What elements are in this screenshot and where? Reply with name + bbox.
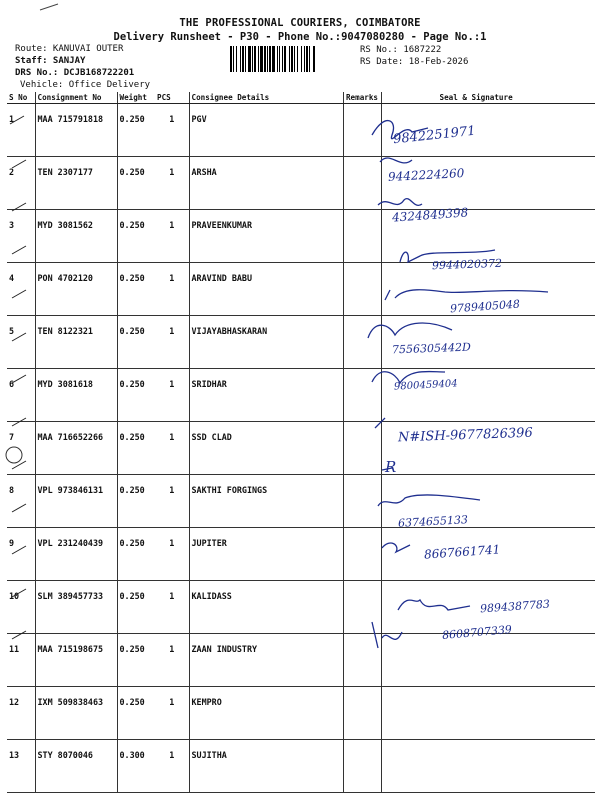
handwritten-signature: 6374655133 <box>397 513 469 530</box>
handwritten-signature: 9800459404 <box>393 378 458 393</box>
signature-stroke <box>378 495 480 506</box>
consignment-number: TEN 2307177 <box>35 157 117 210</box>
weight-value: 0.250 <box>117 316 155 369</box>
signature-stroke <box>382 543 410 552</box>
vehicle-label: Vehicle: Office Delivery <box>20 80 151 90</box>
signature-stroke <box>385 290 548 300</box>
pcs-value: 1 <box>155 316 189 369</box>
col-header-remarks: Remarks <box>343 92 381 104</box>
col-header-signature: Seal & Signature <box>381 92 595 104</box>
check-tick <box>12 290 26 298</box>
check-tick <box>12 160 26 168</box>
consignee-name: SRIDHAR <box>189 369 343 422</box>
handwritten-signature: 7556305442D <box>391 340 472 357</box>
pcs-value: 1 <box>155 740 189 793</box>
consignee-name: SAKTHI FORGINGS <box>189 475 343 528</box>
consignment-number: MYD 3081618 <box>35 369 117 422</box>
consignee-name: VIJAYABHASKARAN <box>189 316 343 369</box>
consignee-name: KALIDASS <box>189 581 343 634</box>
check-tick <box>12 203 26 211</box>
signature-stroke <box>378 199 422 206</box>
handwritten-signature: 8667661741 <box>423 542 501 562</box>
consignee-name: SSD CLAD <box>189 422 343 475</box>
weight-value: 0.250 <box>117 422 155 475</box>
sno-cell: 3 <box>7 210 35 263</box>
pcs-value: 1 <box>155 157 189 210</box>
signature-stroke <box>400 250 495 262</box>
sno-cell: 11 <box>7 634 35 687</box>
pcs-value: 1 <box>155 528 189 581</box>
consignee-name: PGV <box>189 104 343 157</box>
sno-cell: 6 <box>7 369 35 422</box>
sno-cell: 8 <box>7 475 35 528</box>
weight-value: 0.250 <box>117 263 155 316</box>
pen-mark <box>40 4 58 10</box>
sno-cell: 12 <box>7 687 35 740</box>
sno-cell: 7 <box>7 422 35 475</box>
consignee-name: JUPITER <box>189 528 343 581</box>
check-tick <box>10 116 24 124</box>
drs-label: DRS No.: DCJB168722201 <box>15 68 135 78</box>
handwritten-signature: 9842251971 <box>392 123 477 148</box>
col-header-consignment: Consignment No <box>35 92 117 104</box>
consignment-number: IXM 509838463 <box>35 687 117 740</box>
consignment-number: PON 4702120 <box>35 263 117 316</box>
consignment-number: TEN 8122321 <box>35 316 117 369</box>
weight-value: 0.250 <box>117 528 155 581</box>
sno-cell: 4 <box>7 263 35 316</box>
consignment-number: VPL 231240439 <box>35 528 117 581</box>
check-tick <box>12 546 26 554</box>
signature-stroke <box>372 622 402 648</box>
signature-stroke <box>375 418 385 428</box>
weight-value: 0.250 <box>117 104 155 157</box>
check-tick <box>12 461 26 469</box>
signature-stroke <box>380 158 412 163</box>
sno-cell: 2 <box>7 157 35 210</box>
pcs-value: 1 <box>155 687 189 740</box>
handwritten-signature: 9789405048 <box>449 297 521 316</box>
signature-stroke <box>372 121 428 139</box>
rs-date: RS Date: 18-Feb-2026 <box>360 57 469 67</box>
check-tick <box>12 631 26 639</box>
col-header-pcs: PCS <box>155 92 189 104</box>
signature-stroke <box>368 323 452 338</box>
consignee-name: SUJITHA <box>189 740 343 793</box>
check-tick <box>12 375 26 383</box>
consignee-name: KEMPRO <box>189 687 343 740</box>
pcs-value: 1 <box>155 422 189 475</box>
company-title: THE PROFESSIONAL COURIERS, COIMBATORE <box>179 17 421 29</box>
check-tick <box>12 589 26 597</box>
consignment-number: VPL 973846131 <box>35 475 117 528</box>
handwritten-signature: N#ISH-9677826396 <box>397 425 533 446</box>
weight-value: 0.250 <box>117 475 155 528</box>
weight-value: 0.250 <box>117 634 155 687</box>
handwritten-signature: 9442224260 <box>387 166 465 184</box>
col-header-sno: S No <box>7 92 35 104</box>
col-header-weight: Weight <box>117 92 155 104</box>
handwritten-signature: 9894387783 <box>479 597 551 616</box>
consignment-number: MAA 715198675 <box>35 634 117 687</box>
consignment-number: STY 8070046 <box>35 740 117 793</box>
pcs-value: 1 <box>155 104 189 157</box>
col-header-consignee: Consignee Details <box>189 92 343 104</box>
sno-cell: 5 <box>7 316 35 369</box>
signature-stroke <box>398 600 470 610</box>
weight-value: 0.250 <box>117 157 155 210</box>
route-label: Route: KANUVAI OUTER <box>15 44 124 54</box>
weight-value: 0.250 <box>117 687 155 740</box>
consignment-number: MAA 715791818 <box>35 104 117 157</box>
sno-cell: 10 <box>7 581 35 634</box>
pcs-value: 1 <box>155 369 189 422</box>
check-tick <box>12 418 26 426</box>
signature-stroke <box>372 372 445 383</box>
weight-value: 0.250 <box>117 210 155 263</box>
signature-stroke <box>382 468 392 470</box>
check-tick <box>12 504 26 512</box>
weight-value: 0.250 <box>117 581 155 634</box>
sno-cell: 1 <box>7 104 35 157</box>
weight-value: 0.300 <box>117 740 155 793</box>
handwritten-signature: R <box>385 458 397 476</box>
runsheet-title: Delivery Runsheet - P30 - Phone No.:9047080280 - Page No.:1 <box>113 31 487 43</box>
handwritten-signature: 9944020372 <box>431 256 503 273</box>
consignee-name: ARAVIND BABU <box>189 263 343 316</box>
check-tick <box>12 246 26 254</box>
sno-cell: 13 <box>7 740 35 793</box>
consignment-number: MYD 3081562 <box>35 210 117 263</box>
consignment-number: MAA 716652266 <box>35 422 117 475</box>
consignee-name: ARSHA <box>189 157 343 210</box>
sno-cell: 9 <box>7 528 35 581</box>
weight-value: 0.250 <box>117 369 155 422</box>
handwritten-signature: 8608707339 <box>441 622 513 643</box>
consignee-name: PRAVEENKUMAR <box>189 210 343 263</box>
staff-label: Staff: SANJAY <box>15 56 86 66</box>
consignee-name: ZAAN INDUSTRY <box>189 634 343 687</box>
pcs-value: 1 <box>155 634 189 687</box>
rs-number: RS No.: 1687222 <box>360 45 442 55</box>
circled-mark <box>6 447 22 463</box>
pcs-value: 1 <box>155 210 189 263</box>
pcs-value: 1 <box>155 581 189 634</box>
pcs-value: 1 <box>155 475 189 528</box>
handwritten-signature: 4324849398 <box>391 205 469 225</box>
consignment-number: SLM 389457733 <box>35 581 117 634</box>
check-tick <box>12 333 26 341</box>
pcs-value: 1 <box>155 263 189 316</box>
